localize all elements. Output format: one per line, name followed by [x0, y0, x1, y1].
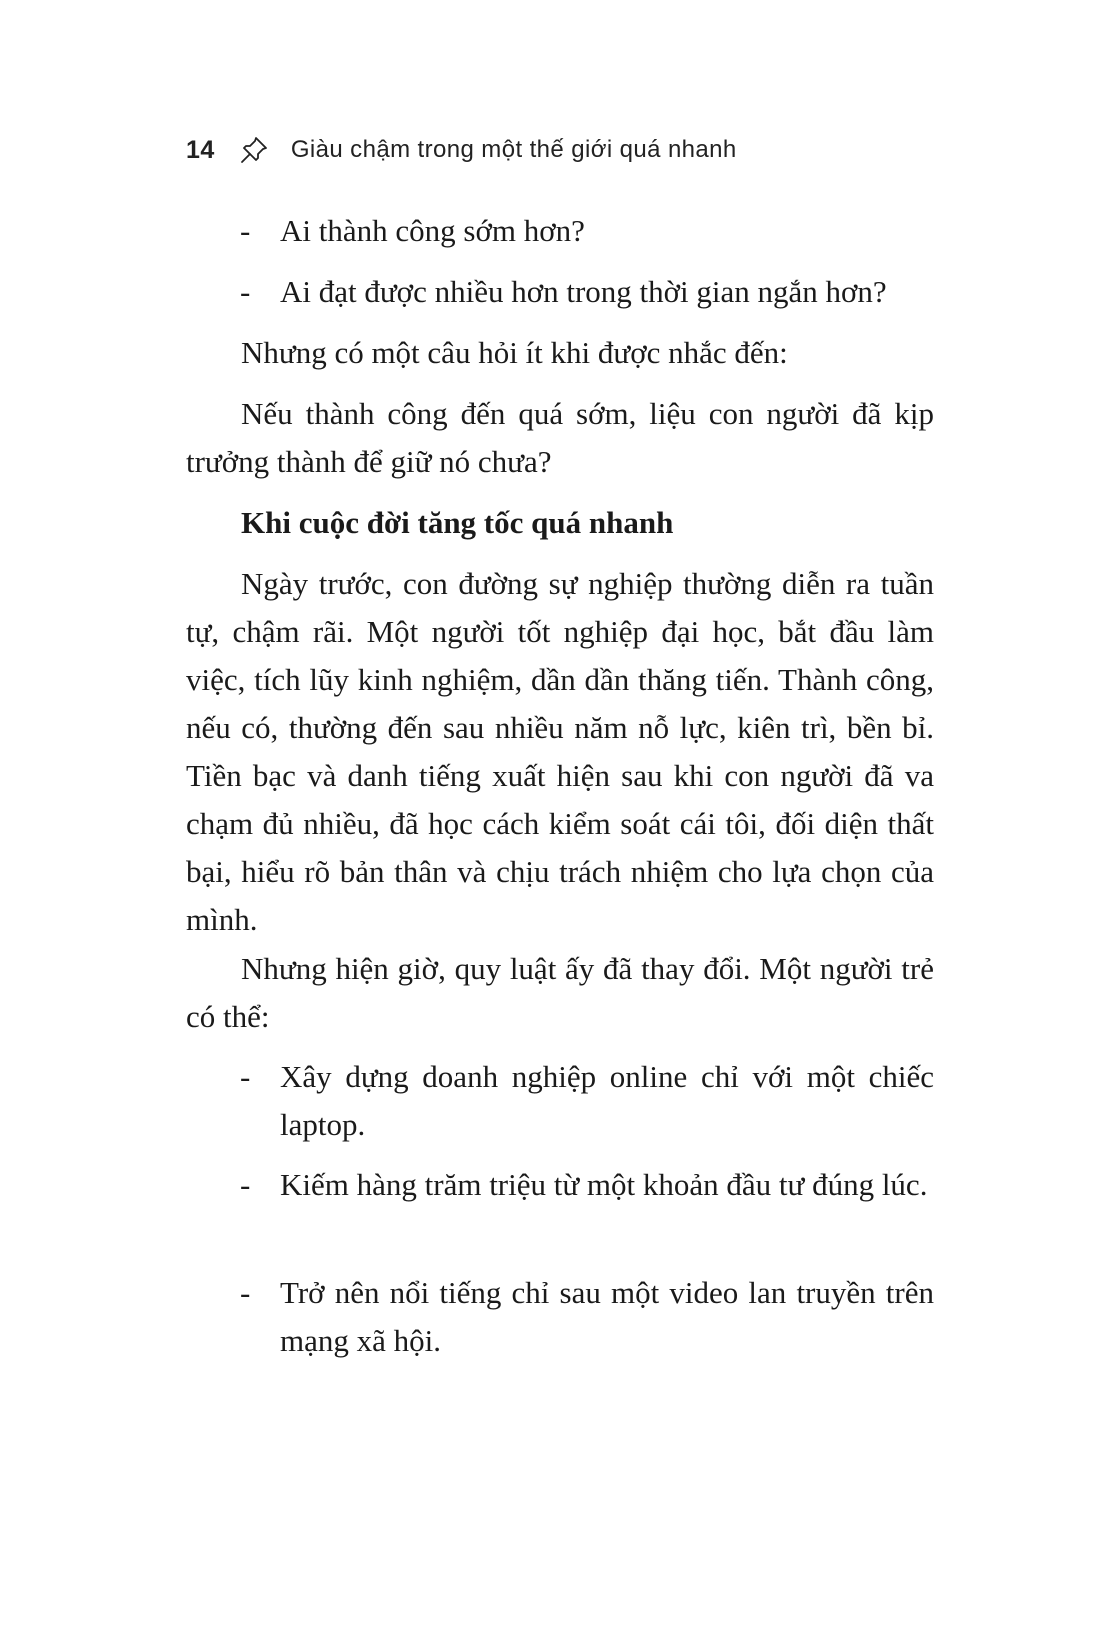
list-item [240, 1269, 934, 1365]
list-item-text: Trở nên nổi tiếng chỉ sau một video lan truyền trên mạng xã hội. [280, 1275, 934, 1358]
list-dash: - [240, 1275, 251, 1310]
list-item-text: Kiếm hàng trăm triệu từ một khoản đầu tư đúng lúc. [280, 1167, 928, 1202]
list-item-text: Ai đạt được nhiều hơn trong thời gian ngắn hơn? [280, 274, 887, 309]
running-header [186, 130, 737, 170]
book-title: Giàu chậm trong một thế giới quá nhanh [290, 136, 737, 163]
section-heading: Khi cuộc đời tăng tốc quá nhanh [241, 505, 674, 540]
list-item [240, 268, 934, 316]
list-dash: - [240, 1059, 251, 1094]
list-dash: - [240, 1167, 251, 1202]
list-item [240, 1053, 934, 1149]
paragraph-question-intro: Nhưng có một câu hỏi ít khi được nhắc đến: [241, 335, 788, 370]
list-dash: - [240, 274, 251, 309]
list-item-text: Xây dựng doanh nghiệp online chỉ với một chiếc laptop. [280, 1059, 934, 1142]
list-item [240, 207, 934, 255]
paragraph-question: Nếu thành công đến quá sớm, liệu con người đã kịp trưởng thành để giữ nó chưa? [186, 396, 934, 479]
list-item-text: Ai thành công sớm hơn? [280, 213, 585, 248]
paragraph-past: Ngày trước, con đường sự nghiệp thường diễn ra tuần tự, chậm rãi. Một người tốt nghiệp đại học, bắt đầu làm việc, tích lũy kinh nghiệm, dần dần thăng tiến. Thành công, nếu có, thường đến sau nhiều năm nỗ lực, kiên trì, bền bỉ. Tiền bạc và danh tiếng xuất hiện sau khi con người đã va chạm đủ nhiều, đã học cách kiểm soát cái tôi, đối diện thất bại, hiểu rõ bản thân và chịu trách nhiệm cho lựa chọn của mình. [186, 566, 934, 937]
paragraph-now: Nhưng hiện giờ, quy luật ấy đã thay đổi. Một người trẻ có thể: [186, 951, 934, 1034]
list-dash: - [240, 213, 251, 248]
pin-icon [239, 135, 269, 165]
list-item [240, 1161, 934, 1209]
page-number: 14 [186, 135, 215, 164]
